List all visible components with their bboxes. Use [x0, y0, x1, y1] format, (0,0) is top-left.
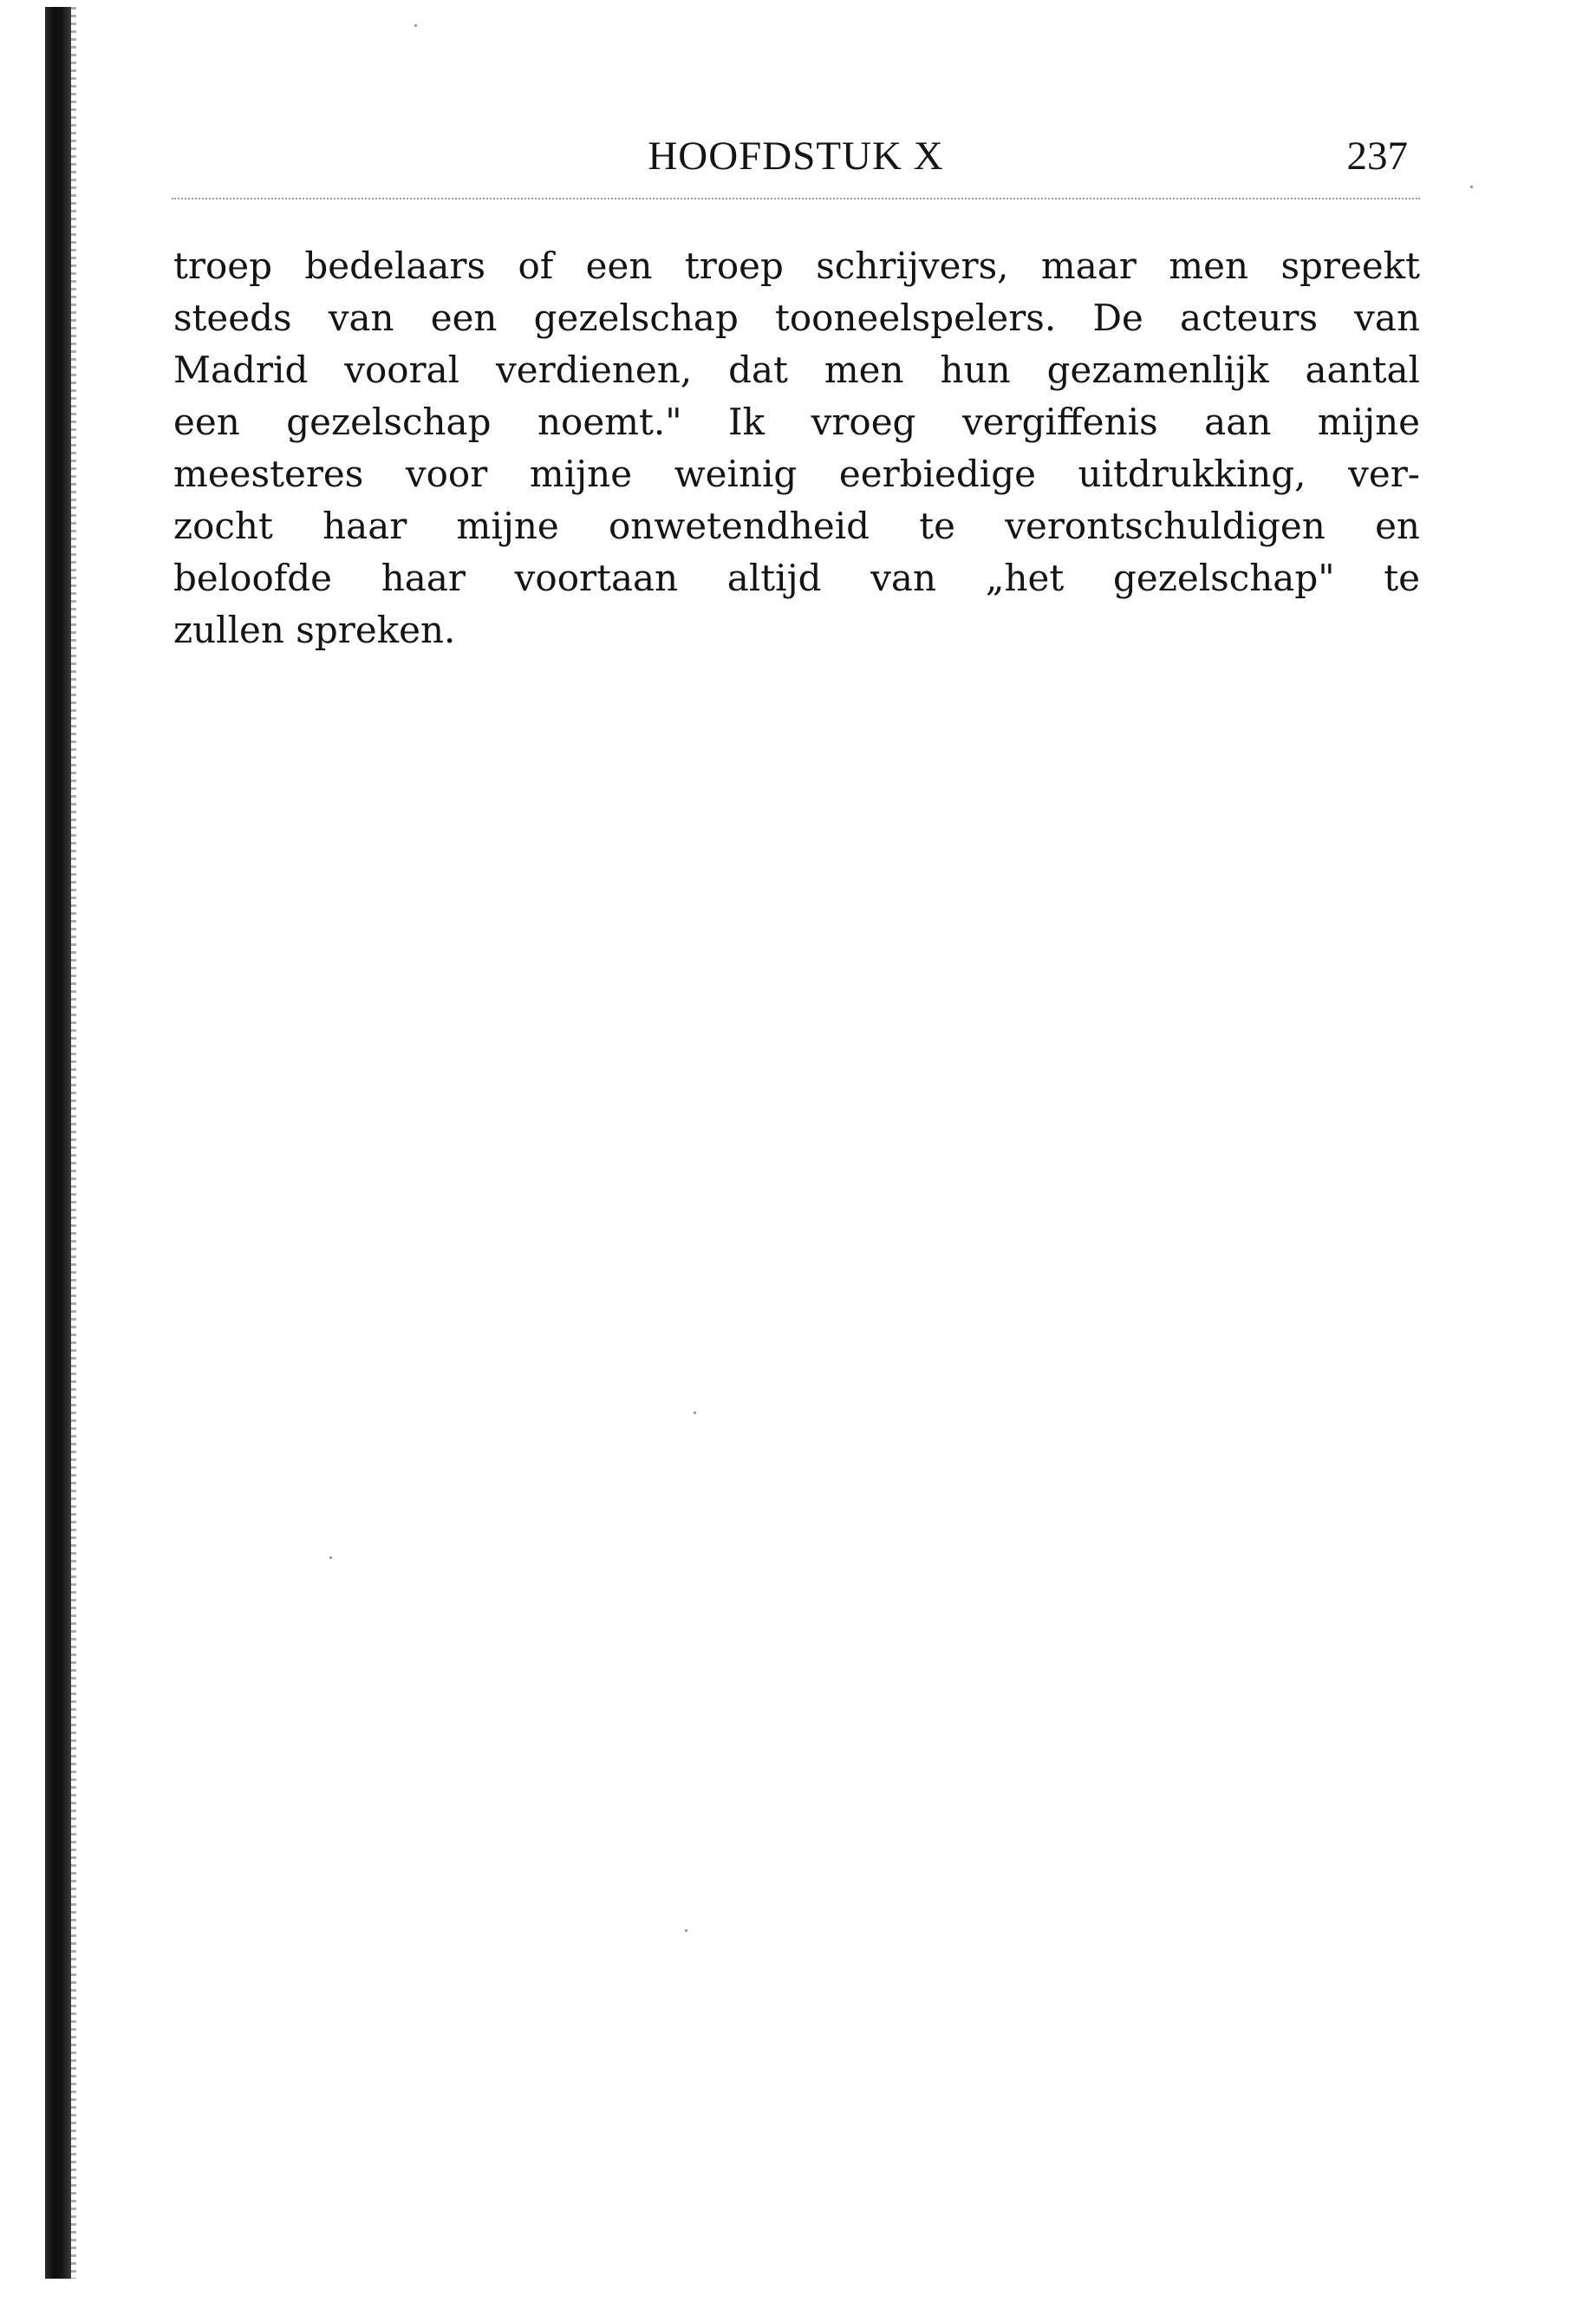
text-line: meesteres voor mijne weinig eerbiedige uitdrukking, ver- — [173, 453, 1420, 495]
book-binding-edge — [45, 7, 71, 2279]
text-line: zullen spreken. — [173, 609, 456, 651]
text-line: troep bedelaars of een troep schrijvers, maar men spreekt — [173, 245, 1420, 287]
paper-speck — [694, 1412, 696, 1414]
header-dotted-rule — [172, 198, 1420, 199]
paper-speck — [685, 1929, 687, 1932]
text-line: zocht haar mijne onwetendheid te verontschuldigen en — [173, 505, 1420, 547]
paper-speck — [1470, 186, 1473, 188]
body-paragraph — [173, 240, 1420, 656]
text-line: beloofde haar voortaan altijd van „het gezelschap" te — [173, 557, 1420, 599]
text-line: Madrid vooral verdienen, dat men hun gezamenlijk aantal — [173, 349, 1420, 391]
paper-speck — [329, 1556, 332, 1559]
running-head — [172, 130, 1420, 182]
page-number: 237 — [1346, 134, 1408, 179]
text-line: steeds van een gezelschap tooneelspelers. De acteurs van — [173, 297, 1420, 339]
paper-speck — [414, 24, 417, 27]
binding-edge-fray — [71, 7, 76, 2279]
chapter-title: HOOFDSTUK X — [648, 134, 944, 179]
text-line: een gezelschap noemt." Ik vroeg vergiffenis aan mijne — [173, 401, 1420, 443]
